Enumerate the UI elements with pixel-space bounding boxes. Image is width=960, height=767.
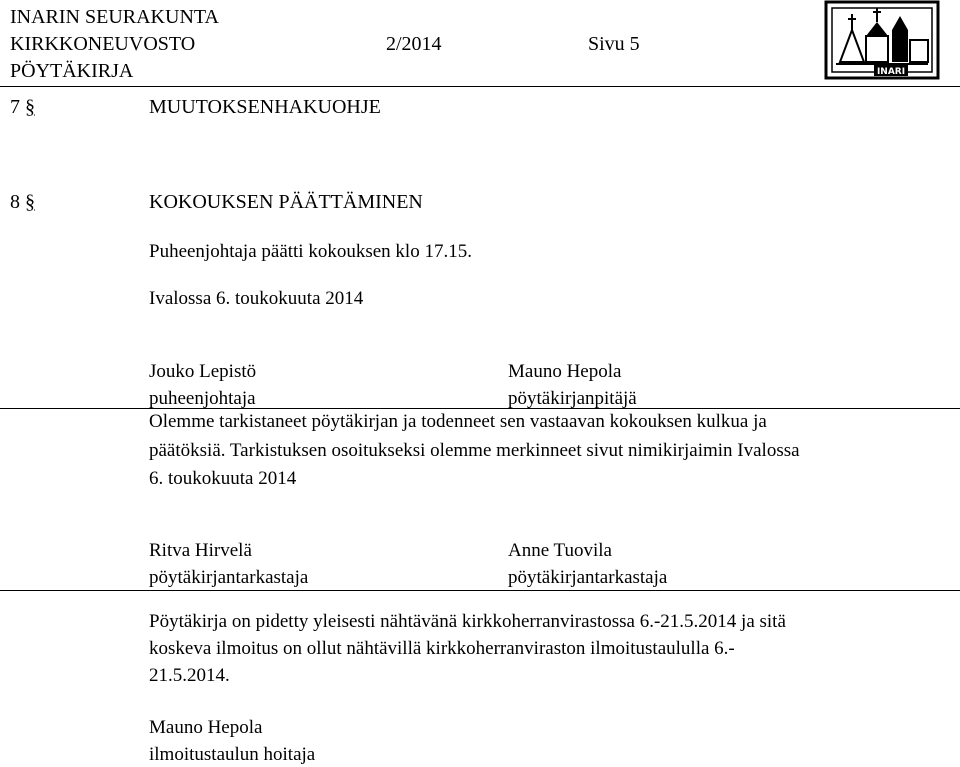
notice-signer-role: ilmoitustaulun hoitaja (149, 744, 316, 765)
place-date: Ivalossa 6. toukokuuta 2014 (149, 288, 364, 309)
notice-line-1: Pöytäkirja on pidetty yleisesti nähtävänä kirkkoherranvirastossa 6.-21.5.2014 ja sitä (149, 611, 786, 632)
svg-text:INARI: INARI (876, 67, 906, 77)
document-type: PÖYTÄKIRJA (10, 60, 134, 82)
checker-2-name: Anne Tuovila (508, 540, 612, 561)
page-number: Sivu 5 (588, 33, 640, 55)
secretary-name: Mauno Hepola (508, 361, 622, 382)
notice-signer-name: Mauno Hepola (149, 717, 263, 738)
header-divider (0, 86, 960, 87)
checkers-divider (0, 590, 960, 591)
parish-logo (822, 0, 942, 80)
verification-line-3: 6. toukokuuta 2014 (149, 468, 297, 489)
meeting-number: 2/2014 (386, 33, 442, 55)
notice-line-2: koskeva ilmoitus on ollut nähtävillä kirkkoherranviraston ilmoitustaululla 6.- (149, 638, 735, 659)
section-8-title: KOKOUKSEN PÄÄTTÄMINEN (149, 191, 423, 213)
section-8-number: 8 § (10, 191, 35, 213)
secretary-role: pöytäkirjanpitäjä (508, 388, 637, 409)
checker-1-role: pöytäkirjantarkastaja (149, 567, 309, 588)
chair-role: puheenjohtaja (149, 388, 256, 409)
checker-2-role: pöytäkirjantarkastaja (508, 567, 668, 588)
verification-line-1: Olemme tarkistaneet pöytäkirjan ja todenneet sen vastaavan kokouksen kulkua ja (149, 411, 767, 432)
council-name: KIRKKONEUVOSTO (10, 33, 196, 55)
notice-line-3: 21.5.2014. (149, 665, 230, 686)
signature-divider (0, 408, 960, 409)
closing-text: Puheenjohtaja päätti kokouksen klo 17.15. (149, 241, 472, 262)
checker-1-name: Ritva Hirvelä (149, 540, 252, 561)
verification-line-2: päätöksiä. Tarkistuksen osoitukseksi olemme merkinneet sivut nimikirjaimin Ivalossa (149, 440, 800, 461)
chair-name: Jouko Lepistö (149, 361, 257, 382)
section-7-title: MUUTOKSENHAKUOHJE (149, 96, 381, 118)
section-7-number: 7 § (10, 96, 35, 118)
org-name: INARIN SEURAKUNTA (10, 6, 219, 28)
